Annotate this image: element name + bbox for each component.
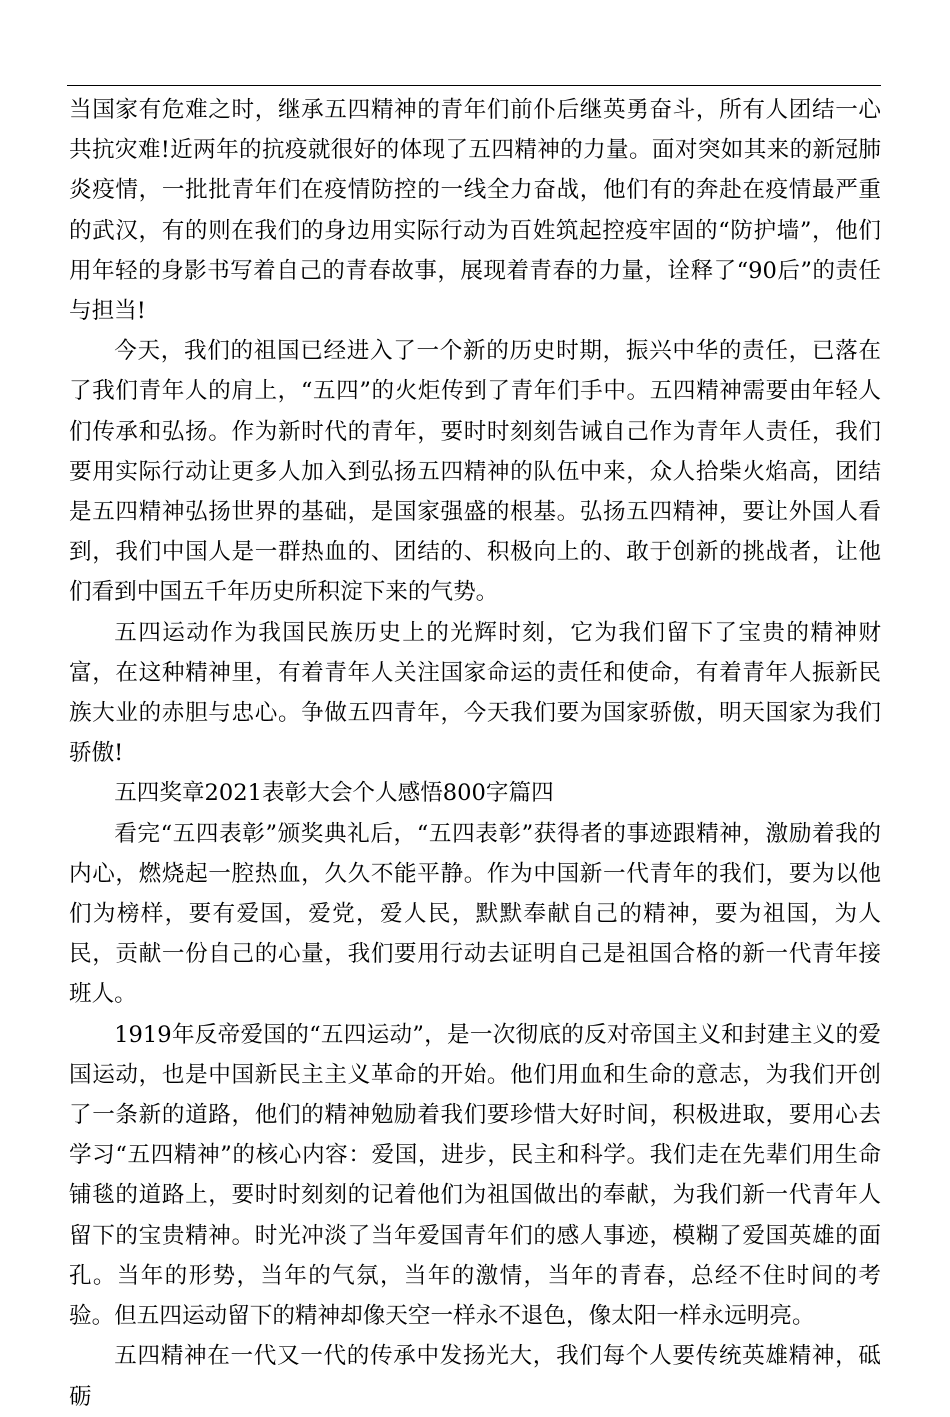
header-rule	[67, 85, 881, 86]
paragraph: 1919年反帝爱国的“五四运动”，是一次彻底的反对帝国主义和封建主义的爱国运动，也是中国新民主主义革命的开始。他们用血和生命的意志，为我们开创了一条新的道路，他们的精神勉励着我们要珍惜大好时间，积极进取，要用心去学习“五四精神”的核心内容：爱国，进步，民主和科学。我们走在先辈们用生命铺毯的道路上，要时时刻刻的记着他们为祖国做出的奉献，为我们新一代青年人留下的宝贵精神。时光冲淡了当年爱国青年们的感人事迹，模糊了爱国英雄的面孔。当年的形势，当年的气氛，当年的激情，当年的青春，总经不住时间的考验。但五四运动留下的精神却像天空一样永不退色，像太阳一样永远明亮。	[69, 1021, 881, 1330]
paragraph-continued: 当国家有危难之时，继承五四精神的青年们前仆后继英勇奋斗，所有人团结一心共抗灾难!近两年的抗疫就很好的体现了五四精神的力量。面对突如其来的新冠肺炎疫情，一批批青年们在疫情防控的一线全力奋战，他们有的奔赴在疫情最严重的武汉，有的则在我们的身边用实际行动为百姓筑起控疫牢固的“防护墙”，他们用年轻的身影书写着自己的青春故事，展现着青春的力量，诠释了“90后”的责任与担当!	[69, 97, 881, 325]
paragraph: 看完“五四表彰”颁奖典礼后，“五四表彰”获得者的事迹跟精神，激励着我的内心，燃烧起一腔热血，久久不能平静。作为中国新一代青年的我们，要为以他们为榜样，要有爱国，爱党，爱人民，默默奉献自己的精神，要为祖国，为人民，贡献一份自己的心量，我们要用行动去证明自己是祖国合格的新一代青年接班人。	[69, 820, 881, 1008]
section-heading: 五四奖章2021表彰大会个人感悟800字篇四	[114, 780, 554, 807]
paragraph: 今天，我们的祖国已经进入了一个新的历史时期，振兴中华的责任，已落在了我们青年人的肩上，“五四”的火炬传到了青年们手中。五四精神需要由年轻人们传承和弘扬。作为新时代的青年，要时时刻刻告诫自己作为青年人责任，我们要用实际行动让更多人加入到弘扬五四精神的队伍中来，众人拾柴火焰高，团结是五四精神弘扬世界的基础，是国家强盛的根基。弘扬五四精神，要让外国人看到，我们中国人是一群热血的、团结的、积极向上的、敢于创新的挑战者，让他们看到中国五千年历史所积淀下来的气势。	[69, 338, 881, 606]
paragraph: 五四精神在一代又一代的传承中发扬光大，我们每个人要传统英雄精神，砥砺	[69, 1343, 881, 1410]
paragraph: 五四运动作为我国民族历史上的光辉时刻，它为我们留下了宝贵的精神财富，在这种精神里，有着青年人关注国家命运的责任和使命，有着青年人振新民族大业的赤胆与忠心。争做五四青年，今天我们要为国家骄傲，明天国家为我们骄傲!	[69, 619, 881, 767]
document-body	[69, 90, 881, 1417]
